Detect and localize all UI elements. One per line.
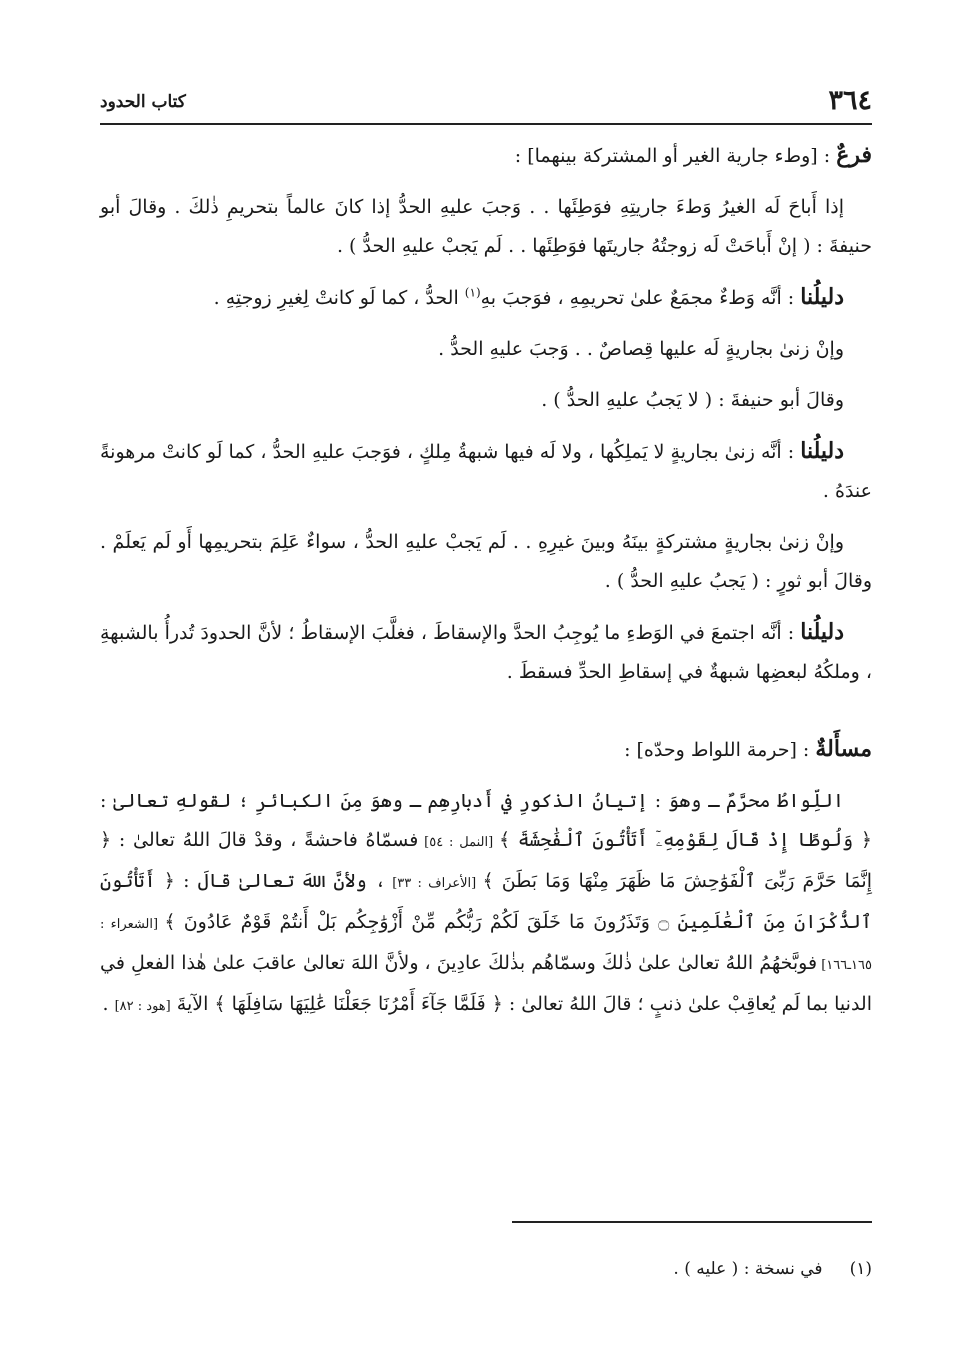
paragraph-p3	[100, 278, 872, 318]
text-run: : [حرمة اللواط وحدّه] :	[624, 739, 816, 761]
paragraph-p10	[100, 782, 872, 1026]
footnote	[673, 1256, 872, 1282]
paragraph-p5	[100, 381, 872, 420]
page-body	[100, 136, 872, 1026]
text-run: : أنَّه زنىٰ بجاريةٍ لا يَملِكُها ، ولا لَه فيها شبهةُ مِلكٍ ، فوَجبَ عليهِ الحدُّ ، كما لَو كانتْ مرهونةً عندَهُ .	[100, 441, 872, 502]
text-run: ، ولأنَّ اللهَ تعالىٰ قالَ :	[174, 870, 386, 892]
verse-reference: [الأعراف : ٣٣]	[386, 876, 483, 891]
quran-quote: ﴿ إِنَّمَا حَرَّمَ رَبِّىَ ٱلْفَوَٰحِشَ مَا ظَهَرَ مِنْهَا وَمَا بَطَنَ ﴾	[100, 829, 872, 892]
paragraph-p8	[100, 613, 872, 692]
text-run: إذا أَباحَ لَه الغيرُ وَطءَ جاريتِهِ فوَطِئَها . . وَجبَ عليهِ الحدُّ إذا كانَ عالماً بتحريمِ ذٰلكَ . وقالَ أبو حنيفةَ : ( إنْ أَباحَتْ لَه زوجتُهُ جاريتَها فوَطِئَها . . لَم يَجبْ عليهِ الحدُّ ) .	[100, 196, 872, 257]
heading-term: دليلُنا	[800, 619, 844, 645]
page-header	[100, 84, 872, 124]
page-number: ٣٦٤	[828, 85, 872, 116]
text-run: : أنَّه اجتمعَ في الوَطءِ ما يُوجِبُ الحدَّ والإسقاطَ ، فغلَّبَ الإسقاطُ ؛ لأنَّ الحدودَ تُدرأُ بالشبهةِ ، وملكُهُ لبعضِها شبهةٌ في إسقاطِ الحدِّ فسقطَ .	[100, 622, 872, 683]
text-run: وقالَ أبو حنيفةَ : ( لا يَجبُ عليهِ الحدُّ ) .	[541, 389, 844, 411]
footnote-divider	[512, 1221, 872, 1223]
footnote-number: (١)	[849, 1259, 872, 1279]
footnote-text: في نسخة : ( عليه ) .	[673, 1259, 823, 1279]
verse-reference: [هود : ٨٢]	[114, 999, 171, 1014]
text-run: الآيةَ	[170, 993, 215, 1015]
paragraph-p9	[100, 730, 872, 770]
text-run: .	[102, 993, 115, 1015]
heading-term: دليلُنا	[800, 438, 844, 464]
paragraph-p1	[100, 136, 872, 176]
text-run: فسمّاهُ فاحشةً ، وقدْ قالَ اللهُ تعالىٰ :	[111, 829, 419, 851]
verse-reference: [النمل : ٥٤]	[418, 835, 499, 850]
footnote-marker: (١)	[464, 285, 481, 300]
heading-term: دليلُنا	[800, 284, 844, 310]
paragraph-p7	[100, 523, 872, 601]
heading-term: فرعٌ	[836, 142, 872, 168]
book-title: كتاب الحدود	[100, 92, 186, 112]
text-run: فوبَّخهُمُ اللهُ تعالىٰ علىٰ ذٰلكَ وسمّاهُم بذٰلكَ عادِينَ ، ولأنَّ اللهَ تعالىٰ عاقبَ علىٰ هٰذا الفعلِ في الدنيا بما لَم يُعاقِبْ علىٰ ذنبٍ ؛ قالَ اللهُ تعالىٰ :	[100, 952, 872, 1015]
text-run: وإنْ زنىٰ بجاريةٍ لَه عليها قِصاصٌ . . وَجبَ عليهِ الحدُّ .	[438, 338, 844, 360]
paragraph-p6	[100, 432, 872, 511]
header-divider	[100, 123, 872, 125]
text-run: : [وطء جارية الغير أو المشتركة بينهما] :	[514, 145, 837, 167]
paragraph-p2	[100, 188, 872, 266]
quran-quote: ﴿ وَلُوطًا إِذْ قَالَ لِقَوْمِهِۦٓ أَتَأْتُونَ ٱلْفَٰحِشَةَ ﴾	[498, 829, 872, 851]
verse-reference: [الشعراء : ١٦٥ـ١٦٦]	[100, 917, 872, 973]
text-run: اللِّواطُ محرَّمٌ ـ وهوَ : إتيانُ الذكورِ في أَدبارِهِم ـ وهوَ مِنَ الكبائرِ ؛ لقولهِ تعالىٰ :	[100, 790, 844, 812]
paragraph-p4	[100, 330, 872, 369]
quran-quote: ﴿ فَلَمَّا جَآءَ أَمْرُنَا جَعَلْنَا عَٰلِيَهَا سَافِلَهَا ﴾	[214, 993, 503, 1015]
text-run: وإنْ زنىٰ بجاريةٍ مشتركةٍ بينَهُ وبينَ غيرِهِ . . لَم يَجبْ عليهِ الحدُّ ، سواءٌ عَلِمَ بتحريمِها أَو لَم يَعلَمْ . وقالَ أبو ثورٍ : ( يَجبُ عليهِ الحدُّ ) .	[100, 531, 872, 592]
heading-term: مسأَلةٌ	[815, 736, 872, 762]
text-run: الحدُّ ، كما لَو كانتْ لِغيرِ زوجتِهِ .	[213, 287, 465, 309]
quran-quote: ﴿ أَتَأْتُونَ ٱلذُّكْرَانَ مِنَ ٱلْعَٰلَمِينَ ۝ وَتَذَرُونَ مَا خَلَقَ لَكُمْ رَبُّكُم مِّنْ أَزْوَٰجِكُم بَلْ أَنتُمْ قَوْمٌ عَادُونَ ﴾	[100, 870, 872, 933]
text-run: : أنَّه وَطءٌ مجمَعٌ علىٰ تحريمِهِ ، فوَجبَ بهِ	[480, 287, 801, 309]
